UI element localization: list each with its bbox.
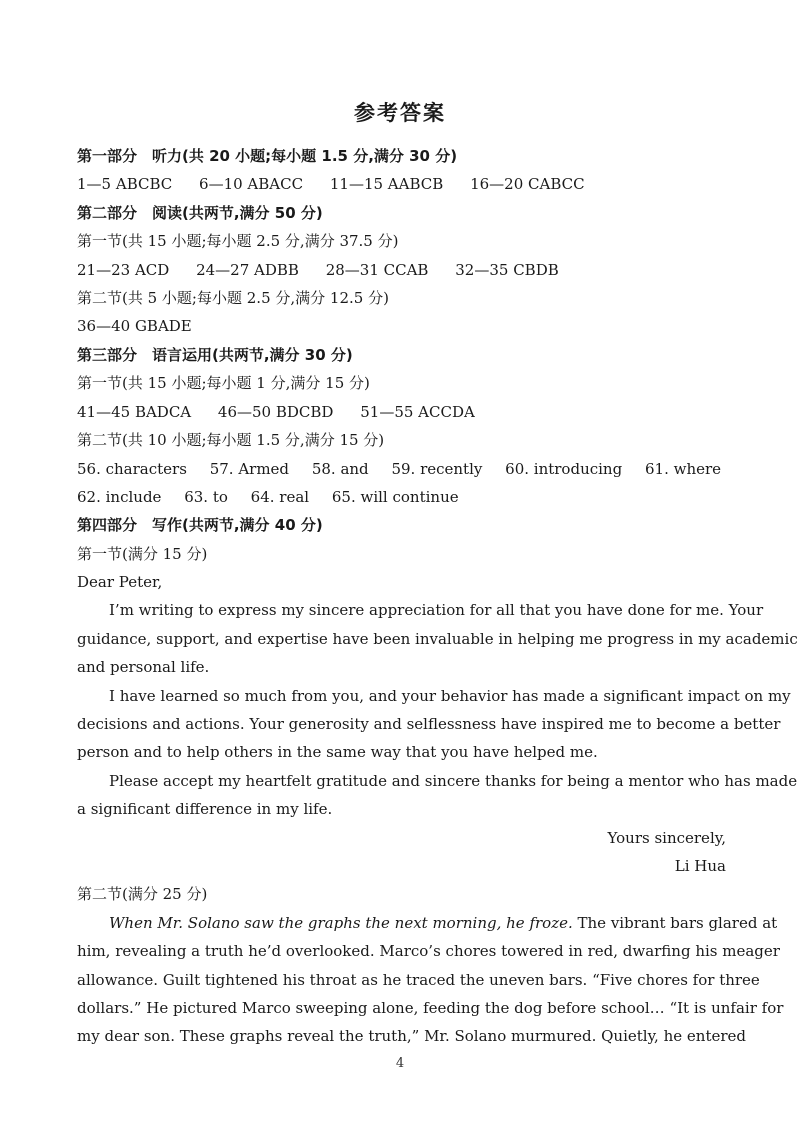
story-line: dollars.” He pictured Marco sweeping alone, feeding the dog before school… “It is unfair for <box>77 999 784 1017</box>
letter-signature: Li Hua <box>674 857 726 875</box>
answer-item: 63. to <box>184 488 228 506</box>
answer-item: 60. introducing <box>505 460 623 478</box>
letter-line: person and to help others in the same way that you have helped me. <box>77 743 598 761</box>
part3-section1-heading: 第一节(共 15 小题;每小题 1 分,满分 15 分) <box>77 374 370 392</box>
answer-item: 57. Armed <box>209 460 290 478</box>
answer-group: 24—27 ADBB <box>196 261 299 279</box>
story-line: my dear son. These graphs reveal the truth,” Mr. Solano murmured. Quietly, he entered <box>77 1027 746 1045</box>
part3-section2-heading: 第二节(共 10 小题;每小题 1.5 分,满分 15 分) <box>77 431 385 449</box>
answer-item: 62. include <box>77 488 162 506</box>
letter-line: a significant difference in my life. <box>77 800 333 818</box>
story-line <box>109 913 778 933</box>
answer-group: 21—23 ACD <box>77 261 170 279</box>
answer-group: 11—15 AABCB <box>329 175 444 193</box>
answer-group: 16—20 CABCC <box>470 175 585 193</box>
letter-greeting: Dear Peter, <box>77 573 163 591</box>
answer-group: 6—10 ABACC <box>199 175 304 193</box>
answer-item: 65. will continue <box>331 488 459 506</box>
part1-answers <box>77 174 727 194</box>
letter-line: Please accept my heartfelt gratitude and sincere thanks for being a mentor who has made <box>109 772 798 790</box>
part2-heading: 第二部分 阅读(共两节,满分 50 分) <box>77 204 323 222</box>
answer-group: 32—35 CBDB <box>455 261 559 279</box>
part3-heading: 第三部分 语言运用(共两节,满分 30 分) <box>77 346 353 364</box>
answer-item: 58. and <box>311 460 369 478</box>
answer-group: 1—5 ABCBC <box>77 175 173 193</box>
part4-section2-heading: 第二节(满分 25 分) <box>77 885 208 903</box>
letter-line: guidance, support, and expertise have been invaluable in helping me progress in my academic <box>77 630 798 648</box>
answer-group: 51—55 ACCDA <box>360 403 475 421</box>
part1-heading: 第一部分 听力(共 20 小题;每小题 1.5 分,满分 30 分) <box>77 147 458 165</box>
story-text: The vibrant bars glared at <box>572 914 778 932</box>
part2-section2-heading: 第二节(共 5 小题;每小题 2.5 分,满分 12.5 分) <box>77 289 389 307</box>
page-title: 参考答案 <box>354 101 446 125</box>
page-number: 4 <box>395 1056 405 1071</box>
letter-line: I have learned so much from you, and your behavior has made a significant impact on my <box>109 687 791 705</box>
letter-line: I’m writing to express my sincere appreciation for all that you have done for me. Your <box>109 601 764 619</box>
part3-section2-row2 <box>77 487 727 507</box>
letter-line: decisions and actions. Your generosity and selflessness have inspired me to become a better <box>77 715 781 733</box>
part3-section1-answers <box>77 402 727 422</box>
story-line: him, revealing a truth he’d overlooked. Marco’s chores towered in red, dwarfing his meager <box>77 942 780 960</box>
story-line: allowance. Guilt tightened his throat as he traced the uneven bars. “Five chores for three <box>77 971 760 989</box>
part2-section1-heading: 第一节(共 15 小题;每小题 2.5 分,满分 37.5 分) <box>77 232 399 250</box>
part4-section1-heading: 第一节(满分 15 分) <box>77 545 208 563</box>
letter-closing: Yours sincerely, <box>607 829 726 847</box>
part2-section2-answers: 36—40 GBADE <box>77 317 192 335</box>
part2-section1-answers <box>77 260 727 280</box>
answer-item: 64. real <box>250 488 310 506</box>
answer-item: 59. recently <box>391 460 483 478</box>
story-opening: When Mr. Solano saw the graphs the next morning, he froze. <box>109 914 573 932</box>
part3-section2-row1 <box>77 459 727 479</box>
part4-heading: 第四部分 写作(共两节,满分 40 分) <box>77 516 323 534</box>
answer-item: 61. where <box>644 460 722 478</box>
answer-group: 41—45 BADCA <box>77 403 192 421</box>
answer-group: 46—50 BDCBD <box>217 403 334 421</box>
letter-line: and personal life. <box>77 658 210 676</box>
answer-item: 56. characters <box>77 460 187 478</box>
answer-group: 28—31 CCAB <box>325 261 429 279</box>
